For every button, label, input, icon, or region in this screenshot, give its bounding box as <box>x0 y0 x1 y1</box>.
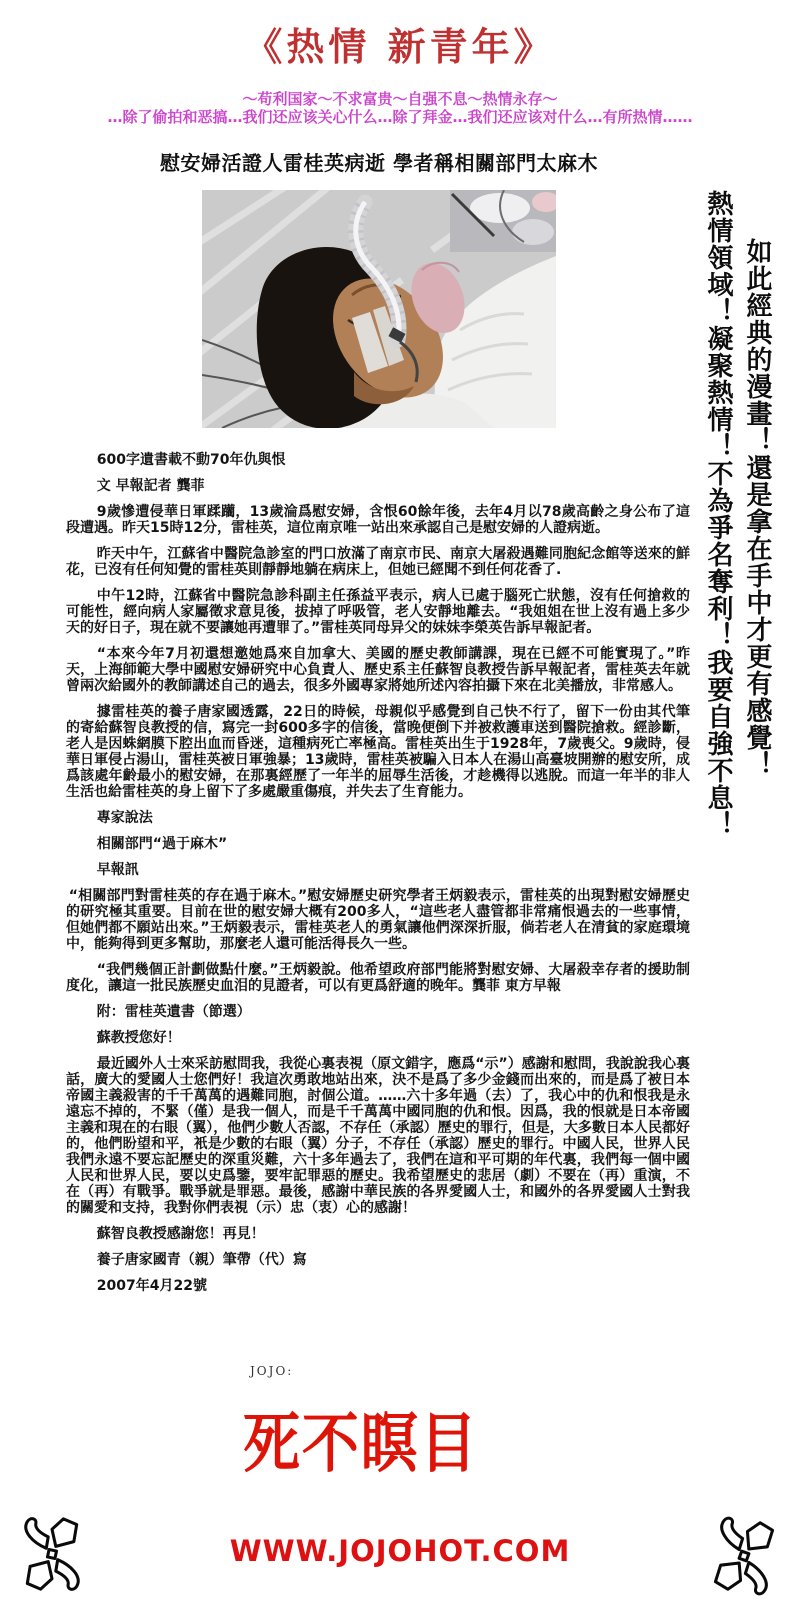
article-paragraph: 蘇智良教授感謝您！再見！ <box>96 1226 265 1242</box>
pinwheel-flower-icon <box>14 1514 90 1594</box>
article-paragraph: 相關部門“過于麻木” <box>96 836 228 852</box>
article-paragraph: 早報訊 <box>96 862 139 878</box>
article-paragraph: “我們幾個正計劃做點什麼。”王炳毅說。他希望政府部門能將對慰安婦、大屠殺幸存者的援助制度化，讓這一批民族歷史血泪的見證者，可以有更爲舒適的晚年。龔菲 東方早報 <box>66 962 690 994</box>
website-url[interactable]: WWW.JOJOHOT.COM <box>229 1534 571 1568</box>
site-tagline-2: …除了偷拍和恶搞…我们还应该关心什么…除了拜金…我们还应该对什么…有所热情…… <box>107 108 693 126</box>
hospital-bed-photo-illustration <box>202 190 556 428</box>
article-body <box>66 452 690 1304</box>
vertical-slogan-outer: 如此經典的漫畫！還是拿在手中才更有感覺！ <box>742 238 772 778</box>
site-title: 《热情 新青年》 <box>244 24 556 69</box>
article-paragraph: 2007年4月22號 <box>96 1278 207 1294</box>
site-tagline-1: ～苟利国家～不求富贵～自强不息～热情永存～ <box>242 90 558 108</box>
jojo-label: JOJO: <box>250 1364 294 1378</box>
article-paragraph: 蘇教授您好！ <box>96 1030 181 1046</box>
article-paragraph: 文 早報記者 龔菲 <box>96 478 205 494</box>
article-paragraph: 最近國外人士來采訪慰問我，我從心裏表視（原文錯字，應爲“示”）感謝和慰問，我說說我心裏話，廣大的愛國人士您們好！我這次勇敢地站出來，決不是爲了多少金錢而出來的，而是爲了被日本帝國主義殺害的千千萬萬的遇難同胞，討個公道。……六十多年過（去）了，我心中的仇和恨我是永遠忘不掉的，不緊（僅）是我一個人，而是千千萬萬中國同胞的仇和恨。因爲，我的恨就是日本帝國主義和現在的右眼（翼），他們少數人否認，不存任（承認）歷史的罪行，但是，大多數日本人民都好的，他們盼望和平，衹是少數的右眼（翼）分子，不存任（承認）歷史的罪行。中國人民，世界人民我們永遠不要忘記歷史的深重災難，六十多年過去了，我們在這和平可期的年代裏，我們每一個中國人民和世界人民，要以史爲鑒，要牢記罪惡的歷史。我希望歷史的悲居（劇）不要在（再）重演，不在（再）有戰爭。戰爭就是罪惡。最後，感謝中華民族的各界愛國人士，和國外的各界愛國人士對我的關愛和支持，我對你們表視（示）忠（衷）心的感謝！ <box>66 1056 690 1216</box>
article-paragraph: 600字遺書載不動70年仇與恨 <box>96 452 286 468</box>
article-paragraph: 中午12時，江蘇省中醫院急診科副主任孫益平表示，病人已處于腦死亡狀態，沒有任何搶救的可能性，經向病人家屬徵求意見後，拔掉了呼吸管，老人安靜地離去。“我姐姐在世上沒有過上多少天的好日子，現在就不要讓她再遭罪了。”雷桂英同母异父的妹妹李榮英告訴早報記者。 <box>66 588 690 636</box>
article-paragraph: 昨天中午，江蘇省中醫院急診室的門口放滿了南京市民、南京大屠殺遇難同胞紀念館等送來的鮮花，已沒有任何知覺的雷桂英則靜靜地躺在病床上，但她已經聞不到任何花香了. <box>66 546 690 578</box>
article-headline: 慰安婦活證人雷桂英病逝 學者稱相關部門太麻木 <box>160 151 598 175</box>
article-paragraph: “相關部門對雷桂英的存在過于麻木。”慰安婦歷史研究學者王炳毅表示，雷桂英的出現對慰安婦歷史的研究極其重要。目前在世的慰安婦大概有200多人，“這些老人盡管都非常痛恨過去的一些事情，但她們都不願站出來。”王炳毅表示，雷桂英老人的勇氣讓他們深深折服，倘若老人在清貧的家庭環境中，能夠得到更多幫助，那麼老人還可能活得長久一些。 <box>66 888 690 952</box>
article-photo <box>202 190 556 428</box>
article-paragraph: “本來今年7月初還想邀她爲來自加拿大、美國的歷史教師講課，現在已經不可能實現了。”昨天，上海師範大學中國慰安婦研究中心負責人、歷史系主任蘇智良教授告訴早報記者，雷桂英去年就曾兩次給國外的教師講述自己的過去，很多外國專家將她所述內容拍攝下來在北美播放，非常感人。 <box>66 646 690 694</box>
article-paragraph: 養子唐家國青（親）筆帶（代）寫 <box>96 1252 307 1268</box>
article-paragraph: 據雷桂英的養子唐家國透露，22日的時候，母親似乎感覺到自己快不行了，留下一份由其代筆的寄給蘇智良教授的信，寫完一封600多字的信後，當晚便倒下并被救護車送到醫院搶救。經診斷，老人是因蛛網膜下腔出血而昏迷，這種病死亡率極高。雷桂英出生于1928年，7歲喪父。9歲時，侵華日軍侵占湯山，雷桂英被日軍強暴；13歲時，雷桂英被騙入日本人在湯山高臺坡開辦的慰安所，成爲該處年齡最小的慰安婦，在那裏經歷了一年半的屈辱生活後，才趁機得以逃脫。而這一年半的非人生活也給雷桂英的身上留下了多處嚴重傷痕，并失去了生育能力。 <box>66 704 690 800</box>
article-paragraph: 專家說法 <box>96 810 153 826</box>
vertical-slogan-inner: 熱情領域！凝聚熱情！不為爭名奪利！我要自強不息！ <box>703 190 733 838</box>
article-paragraph: 附：雷桂英遺書（節選） <box>96 1004 251 1020</box>
death-slogan: 死不瞑目 <box>243 1406 479 1482</box>
pinwheel-flower-icon <box>701 1511 787 1600</box>
article-paragraph: 9歲慘遭侵華日軍蹂躪，13歲淪爲慰安婦，含恨60餘年後，去年4月以78歲高齡之身公布了這段遭遇。昨天15時12分，雷桂英，這位南京唯一站出來承認自己是慰安婦的人證病逝。 <box>66 504 690 536</box>
